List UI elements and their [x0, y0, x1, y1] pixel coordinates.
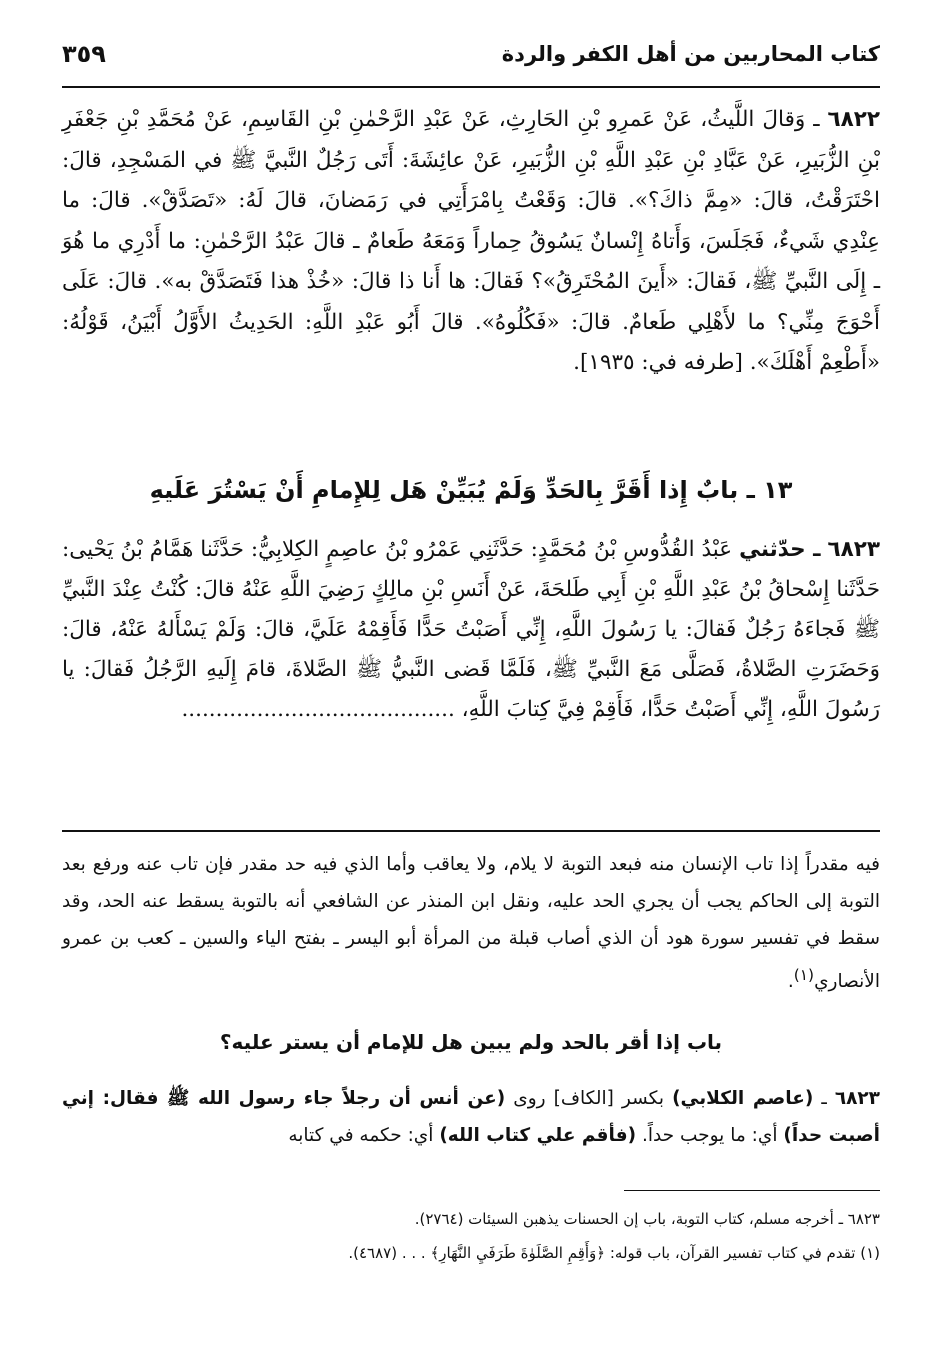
hadith-number: ٦٨٢٢ [827, 107, 880, 132]
chapter-heading: ١٣ ـ بابٌ إِذا أَقَرَّ بِالحَدِّ وَلَمْ يُبَيِّنْ هَل لِلإِمامِ أَنْ يَسْتُرَ عَلَيهِ [149, 476, 793, 504]
hadith-text: ـ وَقالَ اللَّيثُ، عَنْ عَمرِو بْنِ الحَارِثِ، عَنْ عَبْدِ الرَّحْمٰنِ بْنِ القَاسِمِ، عَنْ مُحَمَّدِ بْنِ جَعْفَرِ بْنِ الزُّبَيرِ، عَنْ عَبَّادِ بْنِ عَبْدِ اللَّهِ بْنِ الزُّبَيرِ، عَنْ عائِشَةَ: أَتَى رَجُلٌ النَّبيَّ ﷺ في المَسْجِدِ، قالَ: احْتَرَقْتُ، قالَ: «مِمَّ ذاكَ؟». قالَ: وَقَعْتُ بِامْرَأَتِي في رَمَضانَ، قالَ لَهُ: «تَصَدَّقْ». قالَ: ما عِنْدِي شَيءٌ، فَجَلَسَ، وَأَتاهُ إِنْسانٌ يَسُوقُ حِماراً وَمَعَهُ طَعامٌ ـ قالَ عَبْدُ الرَّحْمٰنِ: ما أَدْرِي ما هُوَ ـ إِلَى النَّبيِّ ﷺ، فَقالَ: «أَينَ المُحْتَرِقُ»؟ فَقالَ: ها أَنا ذا قالَ: «خُذْ هذا فَتَصَدَّقْ به». قالَ: عَلَى أَحْوَجَ مِنِّي؟ ما لأَهْلِي طَعامٌ. قالَ: «فَكُلُوهُ». قالَ أَبُو عَبْدِ اللَّهِ: الحَدِيثُ الأَوَّلُ أَبْيَنُ، قَوْلُهُ: «أَطْعِمْ أَهْلَكَ». [طرفه في: ١٩٣٥]. [62, 107, 880, 375]
commentary-quote: (فأقم علي كتاب الله) [439, 1125, 637, 1146]
running-header [62, 38, 880, 88]
hadith-6823 [62, 530, 880, 730]
commentary-end: . [787, 971, 794, 993]
commentary-part: بكسر [الكاف] روى [513, 1088, 665, 1109]
footnote-item: (١) تقدم في كتاب تفسير القرآن، باب قوله: ﴿وَأَقِمِ الصَّلَوٰةَ طَرَفَيِ النَّهَارِ﴾ . . . (٤٦٨٧). [348, 1244, 880, 1262]
hadith-6822 [62, 100, 880, 384]
continuation-dots: ........................................ [181, 697, 455, 722]
page-number: ٣٥٩ [62, 40, 106, 68]
commentary-text: فيه مقدراً إذا تاب الإنسان منه فبعد التوبة لا يلام، ولا يعاقب وأما الذي فيه حد مقدر فإن تاب عنه ورفع بعد التوبة إلى الحاكم يجب أن يجري الحد عليه، ونقل ابن المنذر عن الشافعي أنه بالتوبة يسقط عنه الحد، وقد سقط في تفسير سورة هود أن الذي أصاب قبلة من المرأة أبو اليسر ـ بفتح الياء والسين ـ كعب بن عمرو الأنصاري [62, 854, 880, 993]
text-commentary-divider [62, 830, 880, 832]
commentary-6823 [62, 1080, 880, 1154]
commentary-paragraph [62, 846, 880, 1000]
commentary-quote: (عاصم الكلابي) [672, 1088, 814, 1109]
commentary-part: ـ [821, 1088, 827, 1109]
footnote-item: ٦٨٢٣ ـ أخرجه مسلم، كتاب التوبة، باب إن الحسنات يذهبن السيئات (٢٧٦٤). [414, 1210, 880, 1228]
hadith-lead: ـ حدّثني [739, 537, 821, 562]
hadith-text: عَبْدُ القُدُّوسِ بْنُ مُحَمَّدٍ: حَدَّثَنِي عَمْرُو بْنُ عاصِمٍ الكِلابِيُّ: حَدَّثَنا هَمَّامُ بْنُ يَحْيى: حَدَّثَنا إِسْحاقُ بْنُ عَبْدِ اللَّهِ بْنِ أَبِي طَلحَةَ، عَنْ أَنَسِ بْنِ مالِكٍ رَضِيَ اللَّهِ عَنْهُ قالَ: كُنْتُ عِنْدَ النَّبيِّ ﷺ فَجاءَهُ رَجُلٌ فَقالَ: يا رَسُولَ اللَّهِ، إِنِّي أَصَبْتُ حَدًّا فَأَقِمْهُ عَلَيَّ، قالَ: وَلَمْ يَسْأَلهُ عَنْهُ، قالَ: وَحَضَرَتِ الصَّلاةُ، فَصَلَّى مَعَ النَّبيِّ ﷺ، فَلَمَّا قَضى النَّبيُّ ﷺ الصَّلاةَ، قامَ إِلَيهِ الرَّجُلُ فَقالَ: يا رَسُولَ اللَّهِ، إِنِّي أَصَبْتُ حَدًّا، فَأَقِمْ فِيَّ كِتابَ اللَّهِ، [62, 537, 880, 722]
footnote-divider [624, 1190, 880, 1191]
hadith-number: ٦٨٢٣ [827, 537, 880, 562]
commentary-quote: (عن أنس أن رجلاً جاء رسول الله ﷺ فقال: إني أصبت حداً) [62, 1088, 880, 1146]
commentary-part: أي: حكمه في كتابه [288, 1125, 434, 1146]
chapter-running-title: كتاب المحاربين من أهل الكفر والردة [501, 42, 880, 66]
footnotes [62, 1202, 880, 1270]
commentary-part: أي: ما يوجب حداً. [641, 1125, 778, 1146]
commentary-heading: باب إذا أقر بالحد ولم يبين هل للإمام أن يستر عليه؟ [219, 1030, 723, 1054]
footnote-ref: (١) [793, 966, 815, 984]
commentary-number: ٦٨٢٣ [834, 1088, 880, 1109]
